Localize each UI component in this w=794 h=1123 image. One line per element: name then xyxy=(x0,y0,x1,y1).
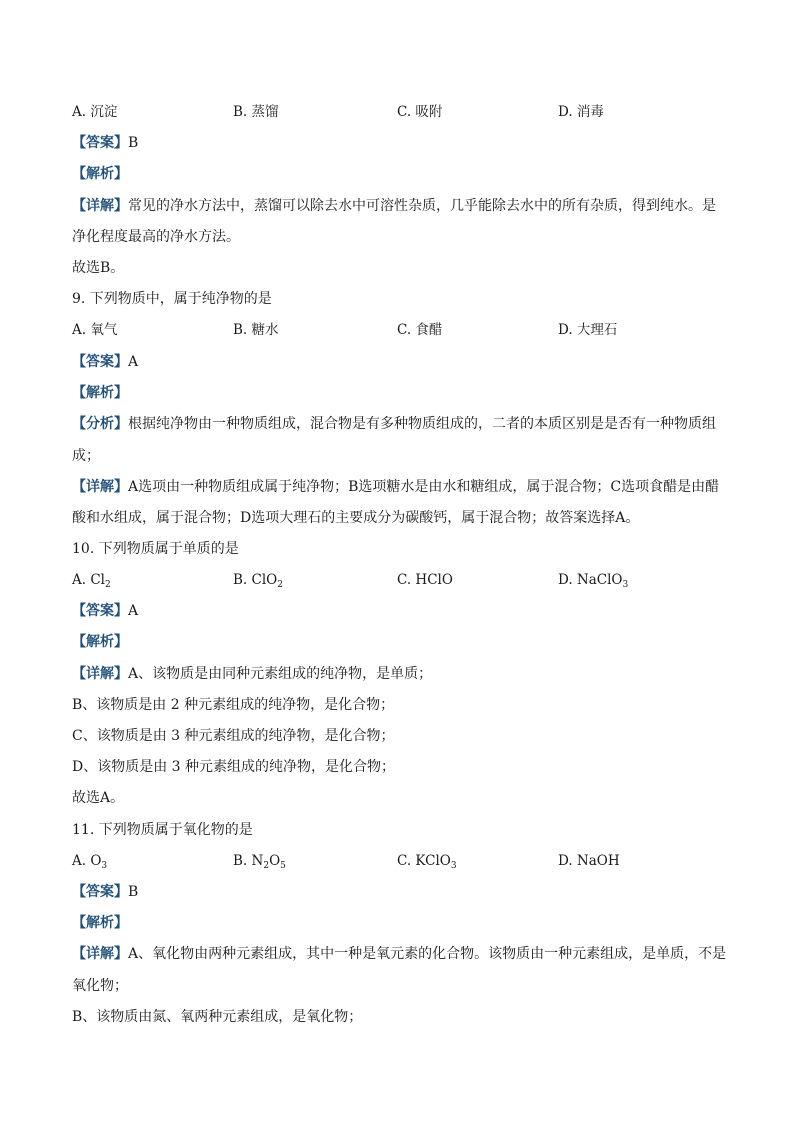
q9-answer: 【答案】A xyxy=(72,354,139,370)
q9-option-a: A. 氧气 xyxy=(72,322,118,338)
q9-detail-line1: 【详解】A选项由一种物质组成属于纯净物；B选项糖水是由水和糖组成，属于混合物；C选项食醋是由醋 xyxy=(72,479,720,495)
q10-answer: 【答案】A xyxy=(72,603,139,619)
answer-tag: 答案 xyxy=(86,603,114,619)
q11-option-c: C. KClO$_3$ xyxy=(397,853,457,871)
analysis-sub-tag: 分析 xyxy=(86,416,114,432)
q10-line-b: B、该物质是由 2 种元素组成的纯净物，是化合物； xyxy=(72,697,395,713)
analysis-tag: 解析 xyxy=(86,915,114,931)
q10-stem: 10. 下列物质属于单质的是 xyxy=(72,541,239,557)
answer-value: B xyxy=(128,135,139,151)
q11-option-d: D. NaOH xyxy=(558,853,620,869)
q8-option-a: A. 沉淀 xyxy=(72,104,118,120)
q8-analysis-heading: 【解析】 xyxy=(72,166,128,182)
q11-detail-line1: 【详解】A、氧化物由两种元素组成，其中一种是氧元素的化合物。该物质由一种元素组成，是单质，不是 xyxy=(72,946,727,962)
q10-conclusion: 故选A。 xyxy=(72,790,125,806)
q9-option-d: D. 大理石 xyxy=(558,322,618,338)
detail-tag: 详解 xyxy=(86,198,114,214)
analysis-tag: 解析 xyxy=(86,166,114,182)
q9-stem: 9. 下列物质中，属于纯净物的是 xyxy=(72,291,272,307)
q8-answer: 【答案】B xyxy=(72,135,139,151)
analysis-tag: 解析 xyxy=(86,385,114,401)
q9-analysis-line1: 【分析】根据纯净物由一种物质组成，混合物是有多种物质组成的，二者的本质区别是是否有一种物质组 xyxy=(72,416,716,432)
q11-answer: 【答案】B xyxy=(72,884,139,900)
q8-option-c: C. 吸附 xyxy=(397,104,443,120)
q10-option-c: C. HClO xyxy=(397,572,453,588)
q11-option-a: A. $O_3$ xyxy=(72,853,108,871)
q10-option-b: B. ClO$_2$ xyxy=(233,572,283,590)
answer-tag: 答案 xyxy=(86,135,114,151)
q10-line-d: D、该物质是由 3 种元素组成的纯净物，是化合物； xyxy=(72,759,396,775)
q11-analysis-heading: 【解析】 xyxy=(72,915,128,931)
detail-text: 常见的净水方法中，蒸馏可以除去水中可溶性杂质，几乎能除去水中的所有杂质，得到纯水。是 xyxy=(128,198,716,214)
detail-tag: 详解 xyxy=(86,946,114,962)
q9-analysis-heading: 【解析】 xyxy=(72,385,128,401)
detail-text: A、氧化物由两种元素组成，其中一种是氧元素的化合物。该物质由一种元素组成，是单质，不是 xyxy=(128,946,727,962)
q8-option-b: B. 蒸馏 xyxy=(233,104,279,120)
q8-detail-line2: 净化程度最高的净水方法。 xyxy=(72,229,240,245)
analysis-tag: 解析 xyxy=(86,634,114,650)
q9-detail-line2: 酸和水组成，属于混合物；D选项大理石的主要成分为碳酸钙，属于混合物；故答案选择A。 xyxy=(72,510,640,526)
q10-analysis-heading: 【解析】 xyxy=(72,634,128,650)
q9-option-c: C. 食醋 xyxy=(397,322,443,338)
answer-tag: 答案 xyxy=(86,884,114,900)
q9-option-b: B. 糖水 xyxy=(233,322,279,338)
q8-detail-line1: 【详解】常见的净水方法中，蒸馏可以除去水中可溶性杂质，几乎能除去水中的所有杂质，得到纯水。是 xyxy=(72,198,716,214)
q8-option-d: D. 消毒 xyxy=(558,104,604,120)
q10-detail-line1: 【详解】A、该物质是由同种元素组成的纯净物，是单质； xyxy=(72,666,433,682)
detail-tag: 详解 xyxy=(86,479,114,495)
q11-option-b: B. $N_2O_5$ xyxy=(233,853,286,871)
q9-analysis-line2: 成； xyxy=(72,448,100,464)
answer-tag: 答案 xyxy=(86,354,114,370)
q10-line-c: C、该物质是由 3 种元素组成的纯净物，是化合物； xyxy=(72,728,395,744)
q8-conclusion: 故选B。 xyxy=(72,260,125,276)
q10-option-a: A. $Cl_2$ xyxy=(72,572,111,590)
q10-option-d: D. NaClO$_3$ xyxy=(558,572,629,590)
q11-line-b: B、该物质由氮、氧两种元素组成，是氧化物； xyxy=(72,1009,363,1025)
detail-text: A、该物质是由同种元素组成的纯净物，是单质； xyxy=(128,666,433,682)
answer-value: A xyxy=(128,603,139,619)
detail-text: A选项由一种物质组成属于纯净物；B选项糖水是由水和糖组成，属于混合物；C选项食醋是由醋 xyxy=(128,479,720,495)
answer-value: B xyxy=(128,884,139,900)
detail-tag: 详解 xyxy=(86,666,114,682)
q11-detail-line2: 氧化物； xyxy=(72,978,128,994)
analysis-text: 根据纯净物由一种物质组成，混合物是有多种物质组成的，二者的本质区别是是否有一种物质组 xyxy=(128,416,716,432)
answer-value: A xyxy=(128,354,139,370)
q11-stem: 11. 下列物质属于氧化物的是 xyxy=(72,822,253,838)
